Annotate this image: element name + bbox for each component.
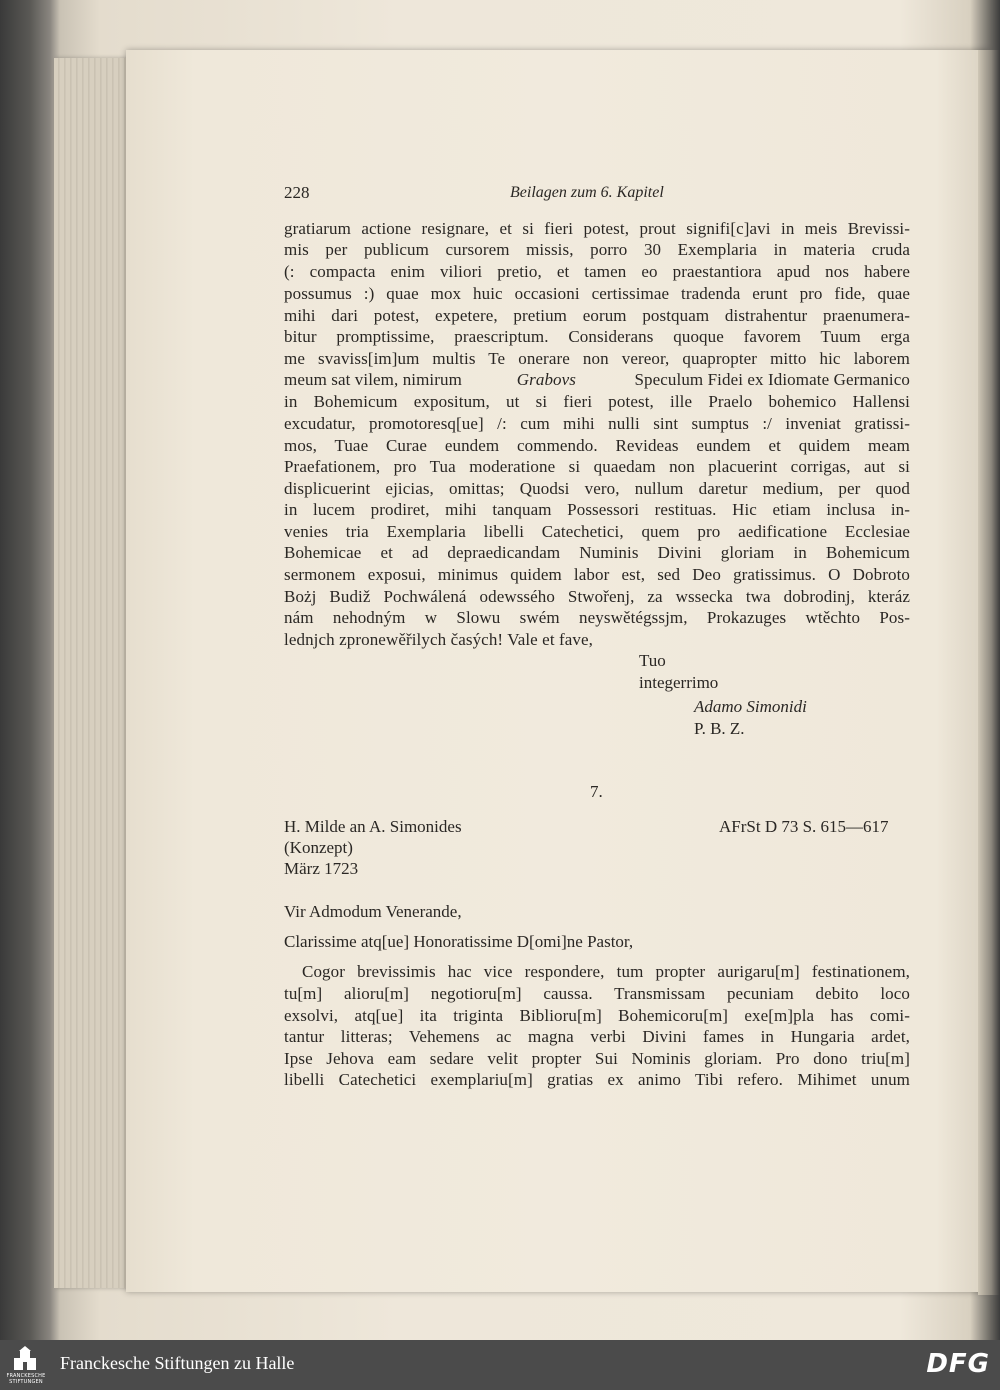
salutation: Clarissime atq[ue] Honoratissime D[omi]ne Pastor, bbox=[284, 932, 634, 951]
text-line: Praefationem, pro Tua moderatione si quaedam non placuerint corrigas, aut si bbox=[284, 457, 910, 476]
text-line: mis per publicum cursorem missis, porro 30 Exemplaria in materia cruda bbox=[284, 240, 910, 259]
letter-header-line: H. Milde an A. Simonides bbox=[284, 817, 462, 836]
text-line: excudatur, promotoresq[ue] /: cum mihi nulli sint sumptus :/ inveniat gratissi- bbox=[284, 414, 910, 433]
text-line: possumus :) quae mox huic occasioni certissimae tradenda erunt pro fide, quae bbox=[284, 284, 910, 303]
salutation: Vir Admodum Venerande, bbox=[284, 902, 462, 921]
signature-abbreviation: P. B. Z. bbox=[694, 719, 745, 738]
institution-name[interactable]: Franckesche Stiftungen zu Halle bbox=[60, 1353, 295, 1373]
text-line: in lucem prodiret, mihi tanquam Possessori restituas. Hic etiam inclusa in- bbox=[284, 500, 910, 519]
text-line: venies tria Exemplaria libelli Catechetici, quem pro aedificatione Ecclesiae bbox=[284, 522, 910, 541]
text-line: nám nehodným w Slowu swém neyswětégssjm, Prokazuges wtěchto Pos- bbox=[284, 608, 910, 627]
author-name-italic: Grabovs bbox=[516, 370, 577, 389]
text-line: lednjch zpronewěřilych časých! Vale et fave, bbox=[284, 630, 593, 649]
logo-text: FRANCKESCHE STIFTUNGEN bbox=[6, 1373, 46, 1385]
text-line: tu[m] alioru[m] negotioru[m] caussa. Transmissam pecuniam debito loco bbox=[284, 984, 910, 1003]
dfg-logo[interactable]: DFG bbox=[926, 1349, 990, 1379]
text-line: sermonem exposui, minimus quidem labor est, sed Deo gratissimus. O Dobroto bbox=[284, 565, 910, 584]
page-number: 228 bbox=[284, 183, 310, 202]
letter-header-line: (Konzept) bbox=[284, 838, 353, 857]
text-line: Bożj Budiž Pochwálená odewsséhо Stwořenj, za wssecka twa dobrodinj, kteráz bbox=[284, 587, 910, 606]
text-line: mihi dari potest, expetere, pretium eorum postquam distrahentur praenumera- bbox=[284, 306, 910, 325]
text-line: mos, Tuae Curae eundem commendo. Revideas eundem et quidem meam bbox=[284, 436, 910, 455]
running-head: Beilagen zum 6. Kapitel bbox=[510, 184, 664, 201]
text-line: bitur promptissime, praescriptum. Considerans quoque favorem Tuum erga bbox=[284, 327, 910, 346]
text-line: me svaviss[im]um multis Te onerare non vereor, quapropter mitto hic laborem bbox=[284, 349, 910, 368]
text-line: tantur litteras; Vehemens ac magna verbi Divini fames in Hungaria ardet, bbox=[284, 1027, 910, 1046]
text-line: exsolvi, atq[ue] ita triginta Biblioru[m] Bohemicoru[m] exe[m]pla has comi- bbox=[284, 1006, 910, 1025]
text-line: libelli Catechetici exemplariu[m] gratias ex animo Tibi refero. Mihimet unum bbox=[284, 1070, 910, 1089]
closing-line: Tuo bbox=[639, 651, 666, 670]
text-segment: meum sat vilem, nimirum bbox=[284, 370, 467, 389]
footer-bar bbox=[0, 1340, 1000, 1390]
letter-header-line: März 1723 bbox=[284, 859, 359, 878]
text-line: (: compacta enim viliori pretio, et tamen eo praestantiora apud nos habere bbox=[284, 262, 910, 281]
text-line: Cogor brevissimis hac vice respondere, tum propter aurigaru[m] festinationem, bbox=[302, 962, 910, 981]
signature: Adamo Simonidi bbox=[694, 697, 807, 716]
text-line: Ipse Jehova eam sedare velit propter Sui Nominis gloriam. Pro dono triu[m] bbox=[284, 1049, 910, 1068]
text-line-mixed bbox=[284, 370, 910, 390]
letter-number: 7. bbox=[590, 782, 603, 801]
text-segment: Speculum Fidei ex Idiomate Germanico bbox=[634, 370, 910, 389]
closing-line: integerrimo bbox=[639, 673, 719, 692]
text-line: displicuerint ejicias, omittas; Quodsi vero, nullum daretur medium, per quod bbox=[284, 479, 910, 498]
text-line: gratiarum actione resignare, et si fieri potest, prout signifi[c]avi in meis Brevissi- bbox=[284, 219, 910, 238]
archive-reference: AFrSt D 73 S. 615—617 bbox=[719, 817, 889, 836]
text-line: in Bohemicum expositum, ut si fieri potest, ille Praelo bohemico Hallensi bbox=[284, 392, 910, 411]
book-right-edge bbox=[978, 50, 1000, 1295]
text-line: Bohemicae et ad depraedicandam Numinis Divini gloriam in Bohemicum bbox=[284, 543, 910, 562]
